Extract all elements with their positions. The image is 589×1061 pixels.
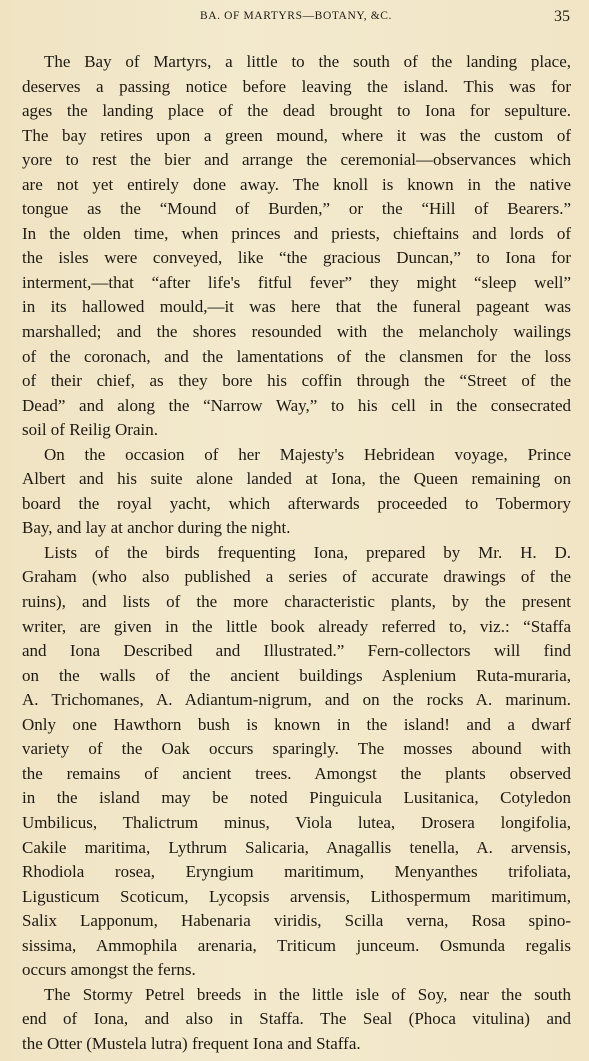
paragraph-royal-visit — [22, 443, 571, 541]
text-line: of their chief, as they bore his coffin through the “Street of the — [22, 371, 571, 391]
paragraph-birds-and-plants — [22, 541, 571, 983]
text-line: Bay, and lay at anchor during the night. — [22, 518, 291, 538]
text-line: ruins), and lists of the more characteristic plants, by the present — [22, 592, 571, 612]
text-line: writer, are given in the little book already referred to, viz.: “Staffa — [22, 616, 571, 636]
page-number: 35 — [554, 8, 570, 25]
text-line: sissima, Ammophila arenaria, Triticum junceum. Osmunda regalis — [22, 935, 571, 955]
text-line: in its hallowed mould,—it was here that the funeral pageant was — [22, 297, 571, 317]
text-line: The Stormy Petrel breeds in the little isle of Soy, near the south — [44, 984, 571, 1004]
text-line: the remains of ancient trees. Amongst the plants observed — [22, 763, 571, 783]
paragraph-petrel-seal-otter — [22, 983, 571, 1057]
text-line: Graham (who also published a series of accurate drawings of the — [22, 567, 571, 587]
text-line: in the island may be noted Pinguicula Lusitanica, Cotyledon — [22, 788, 571, 808]
text-line: soil of Reilig Orain. — [22, 420, 158, 440]
text-line: Albert and his suite alone landed at Iona, the Queen remaining on — [22, 469, 571, 489]
running-title: BA. OF MARTYRS—BOTANY, &C. — [199, 10, 393, 22]
paragraph-bay-of-martyrs — [22, 50, 571, 443]
text-line: interment,—that “after life's fitful fever” they might “sleep well” — [22, 272, 571, 292]
text-line: tongue as the “Mound of Burden,” or the “Hill of Bearers.” — [22, 199, 571, 219]
text-line: Only one Hawthorn bush is known in the island! and a dwarf — [22, 714, 571, 734]
text-line: variety of the Oak occurs sparingly. The mosses abound with — [22, 739, 571, 759]
text-line: the Otter (Mustela lutra) frequent Iona and Staffa. — [22, 1033, 361, 1053]
text-line: are not yet entirely done away. The knoll is known in the native — [22, 174, 571, 194]
text-line: yore to rest the bier and arrange the ceremonial—observances which — [22, 150, 571, 170]
text-line: Rhodiola rosea, Eryngium maritimum, Menyanthes trifoliata, — [22, 862, 571, 882]
text-line: occurs amongst the ferns. — [22, 960, 196, 980]
text-line: Salix Lapponum, Habenaria viridis, Scilla verna, Rosa spino- — [22, 911, 571, 931]
text-line: In the olden time, when princes and priests, chieftains and lords of — [22, 223, 571, 243]
text-line: of the coronach, and the lamentations of the clansmen for the loss — [22, 346, 571, 366]
text-line: Lists of the birds frequenting Iona, prepared by Mr. H. D. — [44, 542, 571, 562]
text-line: deserves a passing notice before leaving the island. This was for — [22, 76, 571, 96]
text-line: marshalled; and the shores resounded with the melancholy wailings — [22, 322, 571, 342]
text-line: Dead” and along the “Narrow Way,” to his cell in the consecrated — [22, 395, 571, 415]
text-line: Cakile maritima, Lythrum Salicaria, Anagallis tenella, A. arvensis, — [22, 837, 571, 857]
text-line: the isles were conveyed, like “the gracious Duncan,” to Iona for — [22, 248, 571, 268]
text-line: Ligusticum Scoticum, Lycopsis arvensis, Lithospermum maritimum, — [22, 886, 571, 906]
running-head — [22, 8, 570, 28]
text-line: The bay retires upon a green mound, where it was the custom of — [22, 125, 571, 145]
text-line: The Bay of Martyrs, a little to the south of the landing place, — [44, 52, 571, 71]
text-line: on the walls of the ancient buildings Asplenium Ruta-muraria, — [22, 665, 571, 685]
text-line: ages the landing place of the dead brought to Iona for sepulture. — [22, 101, 571, 121]
text-line: and Iona Described and Illustrated.” Fern-collectors will find — [22, 641, 571, 661]
body-text — [22, 50, 571, 1056]
text-line: On the occasion of her Majesty's Hebridean voyage, Prince — [44, 444, 571, 464]
text-line: A. Trichomanes, A. Adiantum-nigrum, and on the rocks A. marinum. — [22, 690, 571, 710]
text-line: board the royal yacht, which afterwards proceeded to Tobermory — [22, 493, 571, 513]
text-line: end of Iona, and also in Staffa. The Seal (Phoca vitulina) and — [22, 1009, 571, 1029]
text-line: Umbilicus, Thalictrum minus, Viola lutea, Drosera longifolia, — [22, 812, 571, 832]
